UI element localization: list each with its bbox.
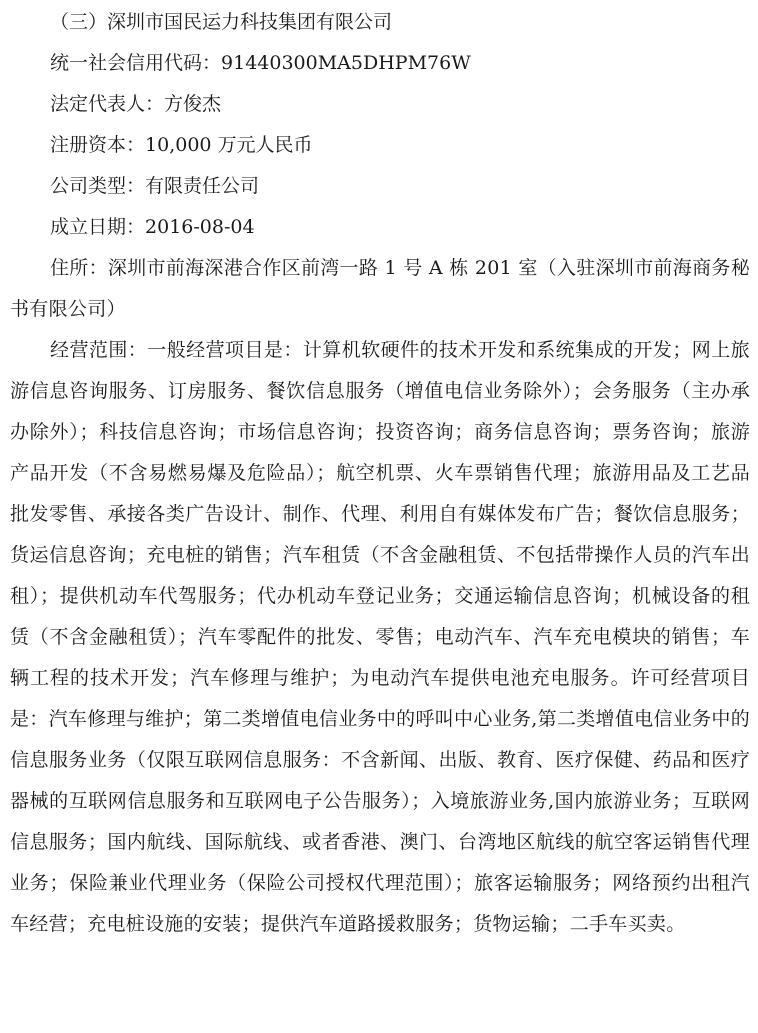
- section-heading: （三）深圳市国民运力科技集团有限公司: [50, 11, 393, 33]
- establishment-date-value: 2016-08-04: [145, 216, 255, 238]
- credit-code-label: 统一社会信用代码：: [50, 52, 222, 74]
- legal-representative-field: [10, 84, 750, 125]
- credit-code-value: 91440300MA5DHPM76W: [221, 52, 471, 74]
- establishment-date-field: [10, 207, 750, 248]
- legal-representative-value: 方俊杰: [164, 93, 222, 115]
- company-type-label: 公司类型：: [50, 175, 146, 197]
- credit-code-field: [10, 43, 750, 84]
- company-type-value: 有限责任公司: [145, 175, 260, 197]
- registered-capital-field: [10, 125, 750, 166]
- establishment-date-label: 成立日期：: [50, 216, 146, 238]
- business-scope-label: 经营范围：: [50, 339, 148, 361]
- registered-capital-label: 注册资本：: [50, 134, 146, 156]
- company-type-field: [10, 166, 750, 207]
- legal-representative-label: 法定代表人：: [50, 93, 165, 115]
- business-scope-paragraph: [10, 330, 750, 945]
- business-scope-value: 一般经营项目是：计算机软硬件的技术开发和系统集成的开发；网上旅游信息咨询服务、订房服务、餐饮信息服务（增值电信业务除外）；会务服务（主办承办除外）；科技信息咨询；市场信息咨询；投资咨询；商务信息咨询；票务咨询；旅游产品开发（不含易燃易爆及危险品）；航空机票、火车票销售代理；旅游用品及工艺品批发零售、承接各类广告设计、制作、代理、利用自有媒体发布广告；餐饮信息服务；货运信息咨询；充电桩的销售；汽车租赁（不含金融租赁、不包括带操作人员的汽车出租）；提供机动车代驾服务；代办机动车登记业务；交通运输信息咨询；机械设备的租赁（不含金融租赁）；汽车零配件的批发、零售；电动汽车、汽车充电模块的销售；车辆工程的技术开发；汽车修理与维护；为电动汽车提供电池充电服务。许可经营项目是：汽车修理与维护；第二类增值电信业务中的呼叫中心业务,第二类增值电信业务中的信息服务业务（仅限互联网信息服务：不含新闻、出版、教育、医疗保健、药品和医疗器械的互联网信息服务和互联网电子公告服务）；入境旅游业务,国内旅游业务；互联网信息服务；国内航线、国际航线、或者香港、澳门、台湾地区航线的航空客运销售代理业务；保险兼业代理业务（保险公司授权代理范围）；旅客运输服务；网络预约出租汽车经营；充电桩设施的安装；提供汽车道路援救服务；货物运输；二手车买卖。: [10, 339, 750, 935]
- address-paragraph: [10, 248, 750, 330]
- address-label: 住所：: [50, 257, 108, 279]
- address-value: 深圳市前海深港合作区前湾一路 1 号 A 栋 201 室（入驻深圳市前海商务秘书有限公司）: [10, 257, 751, 320]
- registered-capital-value: 10,000 万元人民币: [145, 134, 313, 156]
